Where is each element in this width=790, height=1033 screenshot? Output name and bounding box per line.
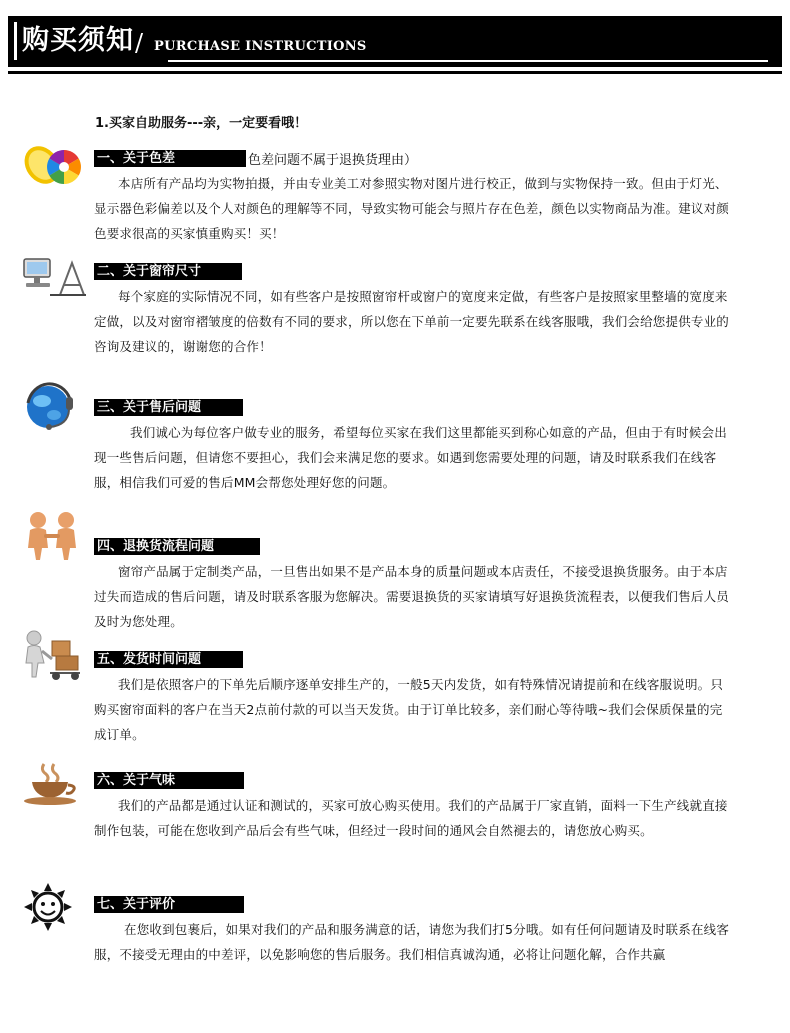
drafting-computer-icon [20, 255, 88, 305]
section-paragraph: 每个家庭的实际情况不同，如有些客户是按照窗帘杆或窗户的宽度来定做，有些客户是按照家里整墙的宽度来定做，以及对窗帘褶皱度的倍数有不同的要求，所以您在下单前一定要先联系在线客服哦，我们会给您提供专业的咨询及建议的，谢谢您的合作！ [94, 289, 730, 354]
section-body [94, 672, 734, 747]
section-paragraph: 我们的产品都是通过认证和测试的，买家可放心购买使用。我们的产品属于厂家直销，面料一下生产线就直接制作包装，可能在您收到产品后会有些气味，但经过一段时间的通风会自然褪去的，请您放心购买。 [94, 798, 728, 838]
section-paragraph: 我们诚心为每位客户做专业的服务，希望每位买家在我们这里都能买到称心如意的产品，但由于有时候会出现一些售后问题，但请您不要担心，我们会来满足您的要求。如遇到您需要处理的问题，请及时联系我们在线客服，相信我们可爱的售后MM会帮您处理好您的问题。 [94, 425, 727, 490]
section-title: 三、关于售后问题 [94, 399, 243, 416]
coffee-cup-icon [20, 760, 82, 810]
intro-heading: 1.买家自助服务---亲，一定要看哦！ [95, 116, 308, 131]
section-title: 五、发货时间问题 [94, 651, 243, 668]
header-banner [8, 16, 782, 67]
banner-accent-bar [14, 22, 17, 60]
section-paragraph: 窗帘产品属于定制类产品，一旦售出如果不是产品本身的质量问题或本店责任，不接受退换货服务。由于本店过失而造成的售后问题，请及时联系客服为您解决。需要退换货的买家请填写好退换货流程表，以便我们售后人员及时为您处理。 [94, 564, 730, 629]
section-title: 七、关于评价 [94, 896, 244, 913]
section-title: 四、退换货流程问题 [94, 538, 260, 555]
section-title: 二、关于窗帘尺寸 [94, 263, 242, 280]
section-title-row [94, 399, 243, 416]
color-wheel-icon [20, 140, 86, 194]
section-body [94, 171, 734, 246]
section-body [94, 420, 734, 495]
delivery-cart-icon [20, 629, 86, 685]
smiling-sun-icon [20, 882, 76, 936]
section-paragraph: 本店所有产品均为实物拍摄，并由专业美工对参照实物对图片进行校正，做到与实物保持一致。但由于灯光、显示器色彩偏差以及个人对颜色的理解等不同，导致实物可能会与照片存在色差，颜色以实物商品为准。建议对颜色要求很高的买家慎重购买！买！ [94, 176, 730, 241]
globe-headset-icon [20, 375, 80, 439]
section-title-row [94, 772, 244, 789]
banner-title-cn: 购买须知 [22, 25, 134, 56]
section-title: 六、关于气味 [94, 772, 244, 789]
section-body [94, 917, 734, 967]
section-title: 一、关于色差 [94, 150, 246, 167]
banner-separator: / [135, 29, 144, 57]
section-title-row [94, 150, 417, 167]
banner-underline [8, 71, 782, 74]
section-body [94, 284, 734, 359]
banner-title-en: PURCHASE INSTRUCTIONS [154, 39, 367, 54]
section-paragraph: 在您收到包裹后，如果对我们的产品和服务满意的话，请您为我们打5分哦。如有任何问题请及时联系在线客服，不接受无理由的中差评，以免影响您的售后服务。我们相信真诚沟通，必将让问题化解，合作共赢 [94, 922, 730, 962]
banner-rule [168, 60, 768, 62]
section-body [94, 559, 734, 634]
section-title-note: 色差问题不属于退换货理由） [248, 153, 418, 168]
section-body [94, 793, 734, 843]
section-title-row [94, 538, 260, 555]
section-title-row [94, 651, 243, 668]
section-title-row [94, 896, 244, 913]
section-paragraph: 我们是依照客户的下单先后顺序逐单安排生产的，一般5天内发货，如有特殊情况请提前和在线客服说明。只购买窗帘面料的客户在当天2点前付款的可以当天发货。由于订单比较多，亲们耐心等待哦~我们会保质保量的完成订单。 [94, 677, 724, 742]
section-title-row [94, 263, 242, 280]
handshake-figures-icon [20, 510, 86, 566]
